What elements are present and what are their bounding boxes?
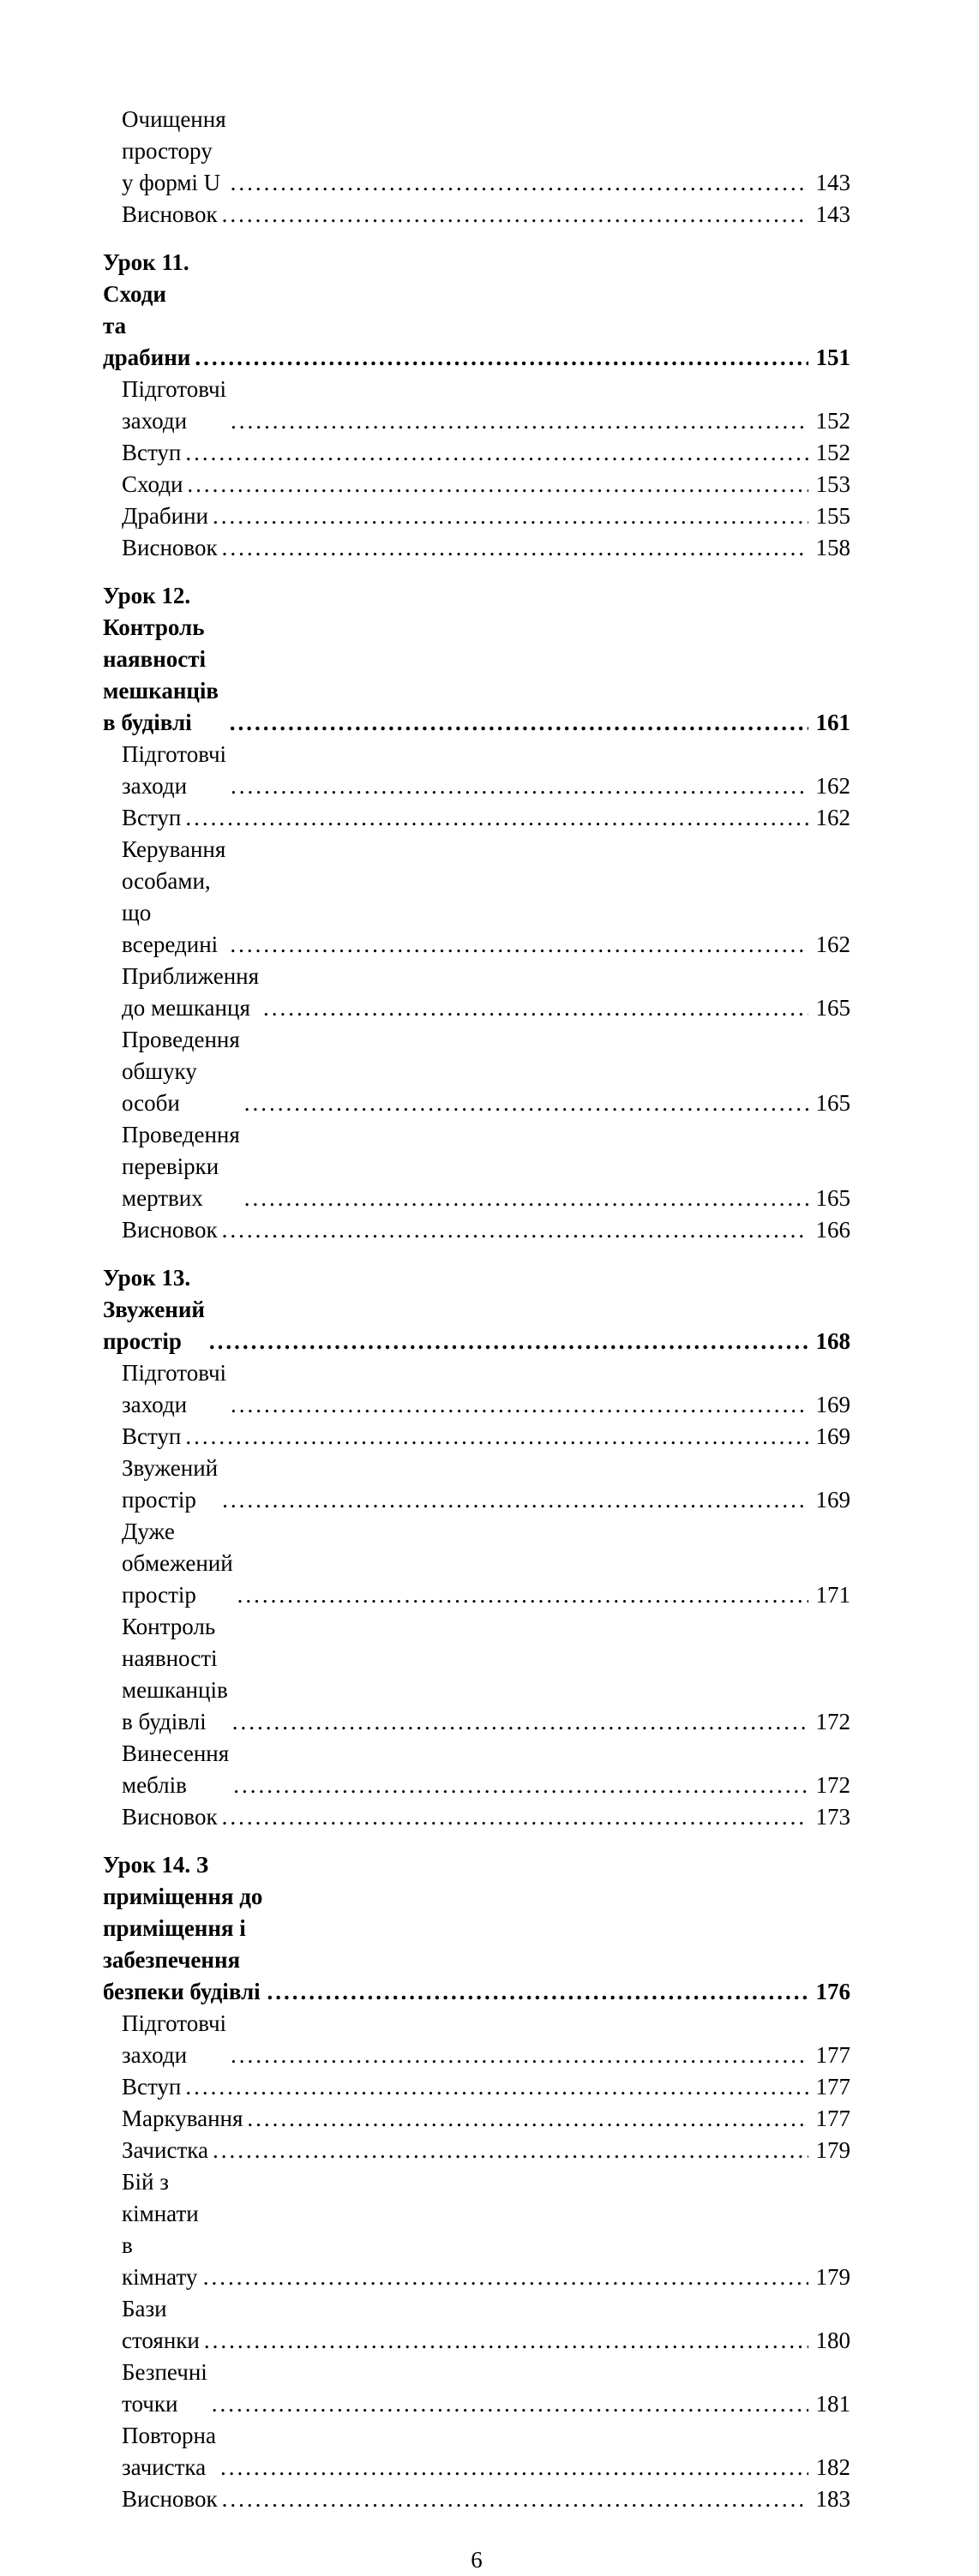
toc-entry-page: 169 bbox=[815, 1487, 850, 1513]
toc-dot-leader bbox=[212, 2388, 808, 2420]
toc-dot-leader bbox=[213, 500, 808, 532]
toc-entry bbox=[103, 1024, 850, 1119]
toc-entry-page: 177 bbox=[815, 2106, 850, 2131]
toc-dot-leader bbox=[203, 2261, 808, 2293]
toc-entry bbox=[103, 104, 850, 199]
toc-entry-label: Бази стоянки bbox=[122, 2296, 200, 2353]
toc-entry-page: 152 bbox=[815, 408, 850, 434]
toc-entry-page: 180 bbox=[815, 2327, 850, 2353]
toc-dot-leader bbox=[230, 929, 808, 961]
toc-dot-leader bbox=[244, 1183, 808, 1214]
toc-entry bbox=[103, 1516, 850, 1611]
page-number-footer: 6 bbox=[471, 2547, 483, 2573]
toc-entry bbox=[103, 437, 850, 469]
toc-entry-label: Приближення до мешканця bbox=[122, 963, 260, 1021]
toc-entry bbox=[103, 2357, 850, 2420]
toc-dot-leader bbox=[195, 342, 808, 374]
toc-entry-label: Бій з кімнати в кімнату bbox=[122, 2169, 199, 2290]
toc-entry-page: 151 bbox=[815, 344, 850, 370]
toc-entry-page: 181 bbox=[815, 2391, 850, 2417]
toc-dot-leader bbox=[231, 405, 808, 437]
toc-entry bbox=[103, 2071, 850, 2103]
toc-entry-label: Проведення перевірки мертвих bbox=[122, 1122, 240, 1211]
toc-dot-leader bbox=[222, 2483, 808, 2515]
toc-entry-page: 153 bbox=[815, 471, 850, 497]
toc-entry-page: 152 bbox=[815, 440, 850, 465]
toc-entry bbox=[103, 1849, 850, 2008]
toc-entry-page: 166 bbox=[815, 1217, 850, 1243]
toc-entry bbox=[103, 2483, 850, 2515]
toc-entry bbox=[103, 739, 850, 802]
toc-dot-leader bbox=[263, 992, 808, 1024]
toc-entry-page: 162 bbox=[815, 805, 850, 830]
toc-entry-page: 171 bbox=[815, 1582, 850, 1608]
toc-entry-label: Висновок bbox=[122, 2486, 218, 2512]
toc-dot-leader bbox=[222, 1214, 808, 1246]
toc-entry-page: 162 bbox=[815, 773, 850, 799]
toc-entry bbox=[103, 247, 850, 374]
toc-dot-leader bbox=[222, 199, 808, 231]
toc-dot-leader bbox=[209, 1326, 808, 1357]
toc-entry bbox=[103, 1801, 850, 1833]
toc-entry bbox=[103, 199, 850, 231]
toc-entry-label: Очищення простору у формі U bbox=[122, 106, 226, 195]
table-of-contents bbox=[103, 104, 850, 2515]
toc-entry bbox=[103, 1262, 850, 1357]
toc-entry bbox=[103, 2135, 850, 2166]
toc-entry bbox=[103, 1357, 850, 1421]
toc-entry bbox=[103, 1611, 850, 1738]
toc-entry-label: Урок 14. З приміщення до приміщення і забезпечення безпеки будівлі bbox=[103, 1852, 263, 2004]
toc-entry-page: 162 bbox=[815, 932, 850, 957]
toc-entry bbox=[103, 532, 850, 564]
toc-entry bbox=[103, 961, 850, 1024]
toc-entry-page: 168 bbox=[815, 1328, 850, 1354]
toc-entry-label: Дуже обмежений простір bbox=[122, 1519, 233, 1608]
toc-entry bbox=[103, 802, 850, 834]
toc-entry-page: 173 bbox=[815, 1804, 850, 1830]
toc-dot-leader bbox=[231, 2040, 808, 2071]
toc-entry-page: 143 bbox=[815, 170, 850, 195]
toc-entry-label: Висновок bbox=[122, 201, 218, 227]
toc-dot-leader bbox=[230, 707, 808, 739]
toc-entry-label: Драбини bbox=[122, 503, 208, 529]
toc-dot-leader bbox=[220, 2452, 808, 2483]
toc-entry-label: Висновок bbox=[122, 1217, 218, 1243]
toc-entry-label: Урок 12. Контроль наявності мешканців в будівлі bbox=[103, 583, 219, 735]
toc-entry-label: Урок 11. Сходи та драбини bbox=[103, 249, 191, 370]
toc-dot-leader bbox=[231, 770, 808, 802]
document-page bbox=[103, 0, 850, 2576]
toc-dot-leader bbox=[231, 167, 808, 199]
toc-entry-page: 155 bbox=[815, 503, 850, 529]
toc-entry-page: 183 bbox=[815, 2486, 850, 2512]
toc-entry-page: 172 bbox=[815, 1772, 850, 1798]
toc-entry bbox=[103, 374, 850, 437]
toc-entry-page: 182 bbox=[815, 2454, 850, 2480]
toc-dot-leader bbox=[247, 2103, 808, 2135]
toc-entry bbox=[103, 1214, 850, 1246]
toc-entry bbox=[103, 1119, 850, 1214]
toc-entry-page: 169 bbox=[815, 1423, 850, 1449]
toc-entry-label: Підготовчі заходи bbox=[122, 376, 227, 434]
toc-dot-leader bbox=[231, 1389, 808, 1421]
toc-entry-label: Безпечні точки bbox=[122, 2359, 207, 2417]
toc-entry bbox=[103, 1453, 850, 1516]
toc-entry bbox=[103, 1421, 850, 1453]
toc-dot-leader bbox=[233, 1770, 808, 1801]
toc-entry-page: 169 bbox=[815, 1392, 850, 1417]
toc-dot-leader bbox=[222, 1484, 808, 1516]
toc-entry bbox=[103, 469, 850, 500]
toc-entry-label: Повторна зачистка bbox=[122, 2423, 216, 2480]
toc-entry bbox=[103, 1738, 850, 1801]
toc-dot-leader bbox=[232, 1706, 808, 1738]
toc-dot-leader bbox=[185, 2071, 808, 2103]
toc-entry-label: Керування особами, що всередині bbox=[122, 836, 226, 957]
toc-entry-label: Вступ bbox=[122, 1423, 182, 1449]
toc-entry-label: Зачистка bbox=[122, 2137, 208, 2163]
toc-dot-leader bbox=[187, 469, 808, 500]
toc-entry-page: 177 bbox=[815, 2042, 850, 2068]
toc-entry-label: Вступ bbox=[122, 805, 182, 830]
toc-dot-leader bbox=[267, 1976, 808, 2008]
toc-dot-leader bbox=[244, 1087, 808, 1119]
toc-entry-label: Підготовчі заходи bbox=[122, 2010, 227, 2068]
toc-entry-label: Підготовчі заходи bbox=[122, 741, 227, 799]
toc-entry-label: Проведення обшуку особи bbox=[122, 1027, 240, 1116]
toc-dot-leader bbox=[185, 437, 808, 469]
toc-entry bbox=[103, 2008, 850, 2071]
toc-entry-page: 158 bbox=[815, 535, 850, 560]
toc-entry-label: Висновок bbox=[122, 535, 218, 560]
toc-entry-page: 161 bbox=[815, 710, 850, 735]
toc-entry-label: Сходи bbox=[122, 471, 183, 497]
toc-entry-label: Вступ bbox=[122, 440, 182, 465]
toc-entry-label: Винесення меблів bbox=[122, 1740, 230, 1798]
toc-dot-leader bbox=[222, 532, 808, 564]
toc-entry-label: Звужений простір bbox=[122, 1455, 219, 1513]
toc-entry bbox=[103, 2293, 850, 2357]
toc-entry-page: 176 bbox=[815, 1979, 850, 2004]
toc-entry-page: 165 bbox=[815, 1185, 850, 1211]
toc-entry-page: 179 bbox=[815, 2264, 850, 2290]
toc-entry-label: Підготовчі заходи bbox=[122, 1360, 227, 1417]
toc-entry-label: Висновок bbox=[122, 1804, 218, 1830]
toc-dot-leader bbox=[185, 1421, 808, 1453]
toc-entry-label: Маркування bbox=[122, 2106, 243, 2131]
toc-entry bbox=[103, 2166, 850, 2293]
toc-entry-page: 165 bbox=[815, 1090, 850, 1116]
toc-entry-page: 177 bbox=[815, 2074, 850, 2100]
toc-entry-label: Урок 13. Звужений простір bbox=[103, 1265, 205, 1354]
toc-entry bbox=[103, 2420, 850, 2483]
toc-entry bbox=[103, 500, 850, 532]
toc-dot-leader bbox=[222, 1801, 808, 1833]
toc-entry-page: 179 bbox=[815, 2137, 850, 2163]
toc-entry bbox=[103, 580, 850, 739]
toc-dot-leader bbox=[237, 1579, 808, 1611]
toc-entry-page: 143 bbox=[815, 201, 850, 227]
toc-entry-page: 172 bbox=[815, 1709, 850, 1734]
toc-entry-label: Контроль наявності мешканців в будівлі bbox=[122, 1614, 228, 1734]
toc-entry-page: 165 bbox=[815, 995, 850, 1021]
toc-dot-leader bbox=[204, 2325, 808, 2357]
toc-entry-label: Вступ bbox=[122, 2074, 182, 2100]
toc-dot-leader bbox=[213, 2135, 808, 2166]
toc-entry bbox=[103, 2103, 850, 2135]
toc-entry bbox=[103, 834, 850, 961]
toc-dot-leader bbox=[185, 802, 808, 834]
